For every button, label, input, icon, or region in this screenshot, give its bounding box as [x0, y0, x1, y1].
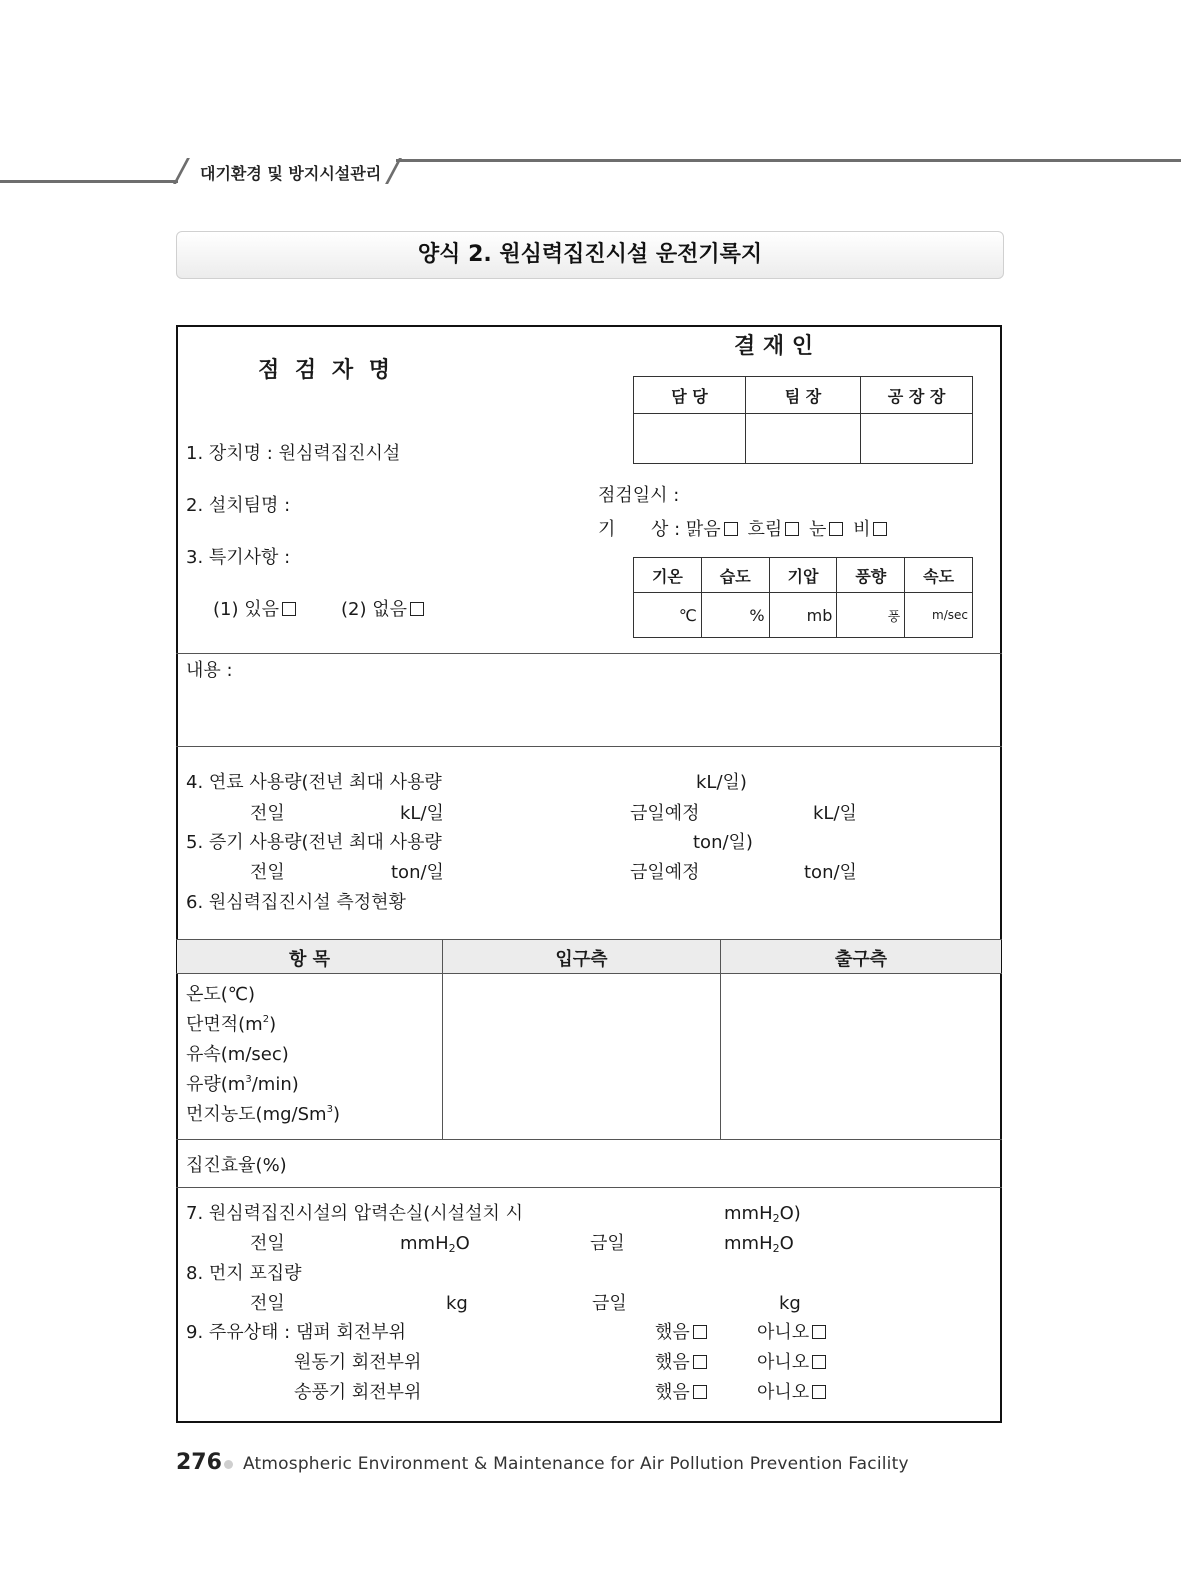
efficiency-label: 집진효율(%): [186, 1155, 287, 1176]
weather-head-wind-dir: 풍향: [837, 558, 905, 593]
fan-not-checkbox[interactable]: [812, 1385, 826, 1399]
lube-fan-not: [757, 1382, 826, 1404]
dust-today-label: 금일: [592, 1293, 627, 1314]
form-title: 양식 2. 원심력집진시설 운전기록지: [417, 242, 763, 267]
area-end: ): [269, 1014, 277, 1035]
flow-end: /min): [251, 1074, 299, 1095]
divider-usage: [176, 746, 1002, 747]
pressure-today-unit-a: mmH: [724, 1233, 773, 1254]
damper-not-checkbox[interactable]: [812, 1325, 826, 1339]
page-number: 276: [176, 1450, 222, 1475]
sunny-checkbox[interactable]: [724, 522, 738, 536]
damper-done-checkbox[interactable]: [693, 1325, 707, 1339]
fuel-prev-unit: kL/일: [400, 803, 444, 824]
measure-title: 6. 원심력집진시설 측정현황: [186, 892, 406, 913]
yes-checkbox[interactable]: [282, 602, 296, 616]
footer-text: Atmospheric Environment & Maintenance for Air Pollution Prevention Facility: [243, 1454, 909, 1474]
weather-table: [633, 557, 973, 638]
lube-damper: 9. 주유상태 : 댐퍼 회전부위: [186, 1322, 407, 1343]
dust-label: 먼지농도(mg/Sm: [186, 1104, 327, 1125]
measure-row-flow: [186, 1074, 299, 1096]
flow-label: 유량(m: [186, 1074, 246, 1095]
dust-line: 8. 먼지 포집량: [186, 1263, 302, 1284]
pressure-max-unit: [724, 1203, 801, 1225]
approval-sign-lead[interactable]: [745, 414, 860, 464]
lube-damper-not: [757, 1322, 826, 1344]
cloudy-checkbox[interactable]: [785, 522, 799, 536]
dust-end: ): [332, 1104, 340, 1125]
fuel-plan-label: 금일예정: [630, 803, 700, 824]
fuel-usage-line: 4. 연료 사용량(전년 최대 사용량: [186, 772, 442, 793]
divider-pressure: [176, 1187, 1002, 1188]
weather-unit-speed[interactable]: m/sec: [905, 593, 973, 638]
record-form: [176, 325, 1002, 1423]
fuel-plan-unit: kL/일: [813, 803, 857, 824]
motor-done-checkbox[interactable]: [693, 1355, 707, 1369]
steam-prev-unit: ton/일: [391, 862, 444, 883]
measure-row-area: [186, 1014, 276, 1036]
steam-usage-line: 5. 증기 사용량(전년 최대 사용량: [186, 832, 442, 853]
motor-not-label: 아니오: [757, 1352, 810, 1373]
pressure-line: 7. 원심력집진시설의 압력손실(시설설치 시: [186, 1203, 523, 1224]
dust-sup: 3: [326, 1104, 333, 1115]
pressure-prev-unit-b: O: [455, 1233, 470, 1254]
measure-row-temp: 온도(℃): [186, 984, 256, 1005]
pressure-unit-b: O): [779, 1203, 801, 1224]
content-label: 내용 :: [186, 660, 233, 681]
motor-not-checkbox[interactable]: [812, 1355, 826, 1369]
lube-fan: 송풍기 회전부위: [294, 1382, 422, 1403]
steam-plan-unit: ton/일: [804, 862, 857, 883]
pressure-prev-unit: [400, 1233, 470, 1255]
measure-row-velocity: 유속(m/sec): [186, 1044, 289, 1065]
weather-sunny: 맑음: [685, 519, 721, 540]
approval-sign-manager[interactable]: [861, 414, 973, 464]
motor-done-label: 했음: [655, 1352, 690, 1373]
weather-unit-temp[interactable]: ℃: [634, 593, 702, 638]
device-name: 1. 장치명 : 원심력집진시설: [186, 443, 401, 464]
fuel-max-unit: kL/일): [696, 772, 747, 793]
option-yes: [213, 599, 296, 621]
header-slash-left: [173, 158, 190, 184]
area-sup: 2: [262, 1014, 270, 1025]
pressure-unit-a: mmH: [724, 1203, 773, 1224]
rain-checkbox[interactable]: [873, 522, 887, 536]
steam-prev-label: 전일: [250, 862, 285, 883]
weather-unit-pressure[interactable]: mb: [769, 593, 837, 638]
divider-efficiency: [176, 1139, 1002, 1140]
pressure-today-unit: [724, 1233, 794, 1255]
weather-unit-wind-dir[interactable]: 풍: [837, 593, 905, 638]
lube-fan-done: [655, 1382, 707, 1404]
form-title-box: [176, 231, 1004, 279]
option-no-label: (2) 없음: [341, 599, 407, 620]
lube-damper-done: [655, 1322, 707, 1344]
approval-col-lead: 팀 장: [745, 377, 860, 414]
approval-title: 결 재 인: [734, 334, 814, 359]
divider-content: [176, 653, 1002, 654]
measure-col-divider-1: [442, 939, 443, 1139]
option-yes-label: (1) 있음: [213, 599, 279, 620]
steam-plan-label: 금일예정: [630, 862, 700, 883]
dust-today-unit: kg: [779, 1293, 801, 1314]
fuel-prev-label: 전일: [250, 803, 285, 824]
weather-row: [651, 519, 887, 541]
steam-max-unit: ton/일): [693, 832, 753, 853]
fan-done-label: 했음: [655, 1382, 690, 1403]
pressure-prev-label: 전일: [250, 1233, 285, 1254]
weather-head-humidity: 습도: [701, 558, 769, 593]
measure-col-divider-2: [720, 939, 721, 1139]
weather-snow: 눈: [808, 519, 827, 540]
install-team: 2. 설치팀명 :: [186, 495, 291, 516]
weather-label-a: 기: [598, 519, 616, 540]
measure-head-item: 항 목: [288, 949, 331, 970]
header-rule-left: [0, 180, 178, 183]
approval-table: [633, 376, 973, 464]
approval-sign-staff[interactable]: [634, 414, 746, 464]
damper-not-label: 아니오: [757, 1322, 810, 1343]
lube-motor: 원동기 회전부위: [294, 1352, 422, 1373]
fan-done-checkbox[interactable]: [693, 1385, 707, 1399]
fan-not-label: 아니오: [757, 1382, 810, 1403]
header-rule-right: [396, 159, 1181, 162]
footer-dot: [224, 1460, 233, 1469]
pressure-today-unit-b: O: [779, 1233, 794, 1254]
divider-measure-head: [176, 973, 1002, 974]
pressure-today-unit-sub: 2: [772, 1242, 780, 1255]
measure-head-outlet: 출구측: [834, 949, 888, 970]
measure-head-inlet: 입구측: [555, 949, 608, 970]
snow-checkbox[interactable]: [829, 522, 843, 536]
dust-prev-label: 전일: [250, 1293, 285, 1314]
approval-col-staff: 담 당: [634, 377, 746, 414]
weather-head-pressure: 기압: [769, 558, 837, 593]
approval-col-manager: 공 장 장: [861, 377, 973, 414]
pressure-prev-unit-a: mmH: [400, 1233, 449, 1254]
pressure-unit-sub: 2: [772, 1212, 780, 1225]
lube-motor-done: [655, 1352, 707, 1374]
no-checkbox[interactable]: [410, 602, 424, 616]
section-label: 대기환경 및 방지시설관리: [200, 164, 382, 183]
pressure-today-label: 금일: [590, 1233, 625, 1254]
flow-sup: 3: [245, 1074, 252, 1085]
weather-head-temp: 기온: [634, 558, 702, 593]
area-label: 단면적(m: [186, 1014, 263, 1035]
inspector-label: 점 검 자 명: [258, 358, 394, 383]
damper-done-label: 했음: [655, 1322, 690, 1343]
lube-motor-not: [757, 1352, 826, 1374]
weather-label-b: 상 :: [651, 519, 681, 540]
weather-cloudy: 흐림: [747, 519, 783, 540]
inspection-datetime: 점검일시 :: [598, 485, 680, 506]
weather-rain: 비: [853, 519, 871, 540]
weather-unit-humidity[interactable]: %: [701, 593, 769, 638]
option-no: [341, 599, 424, 621]
weather-head-speed: 속도: [905, 558, 973, 593]
dust-prev-unit: kg: [446, 1293, 468, 1314]
measure-row-dust: [186, 1104, 340, 1126]
special-notes: 3. 특기사항 :: [186, 547, 291, 568]
pressure-prev-unit-sub: 2: [448, 1242, 456, 1255]
